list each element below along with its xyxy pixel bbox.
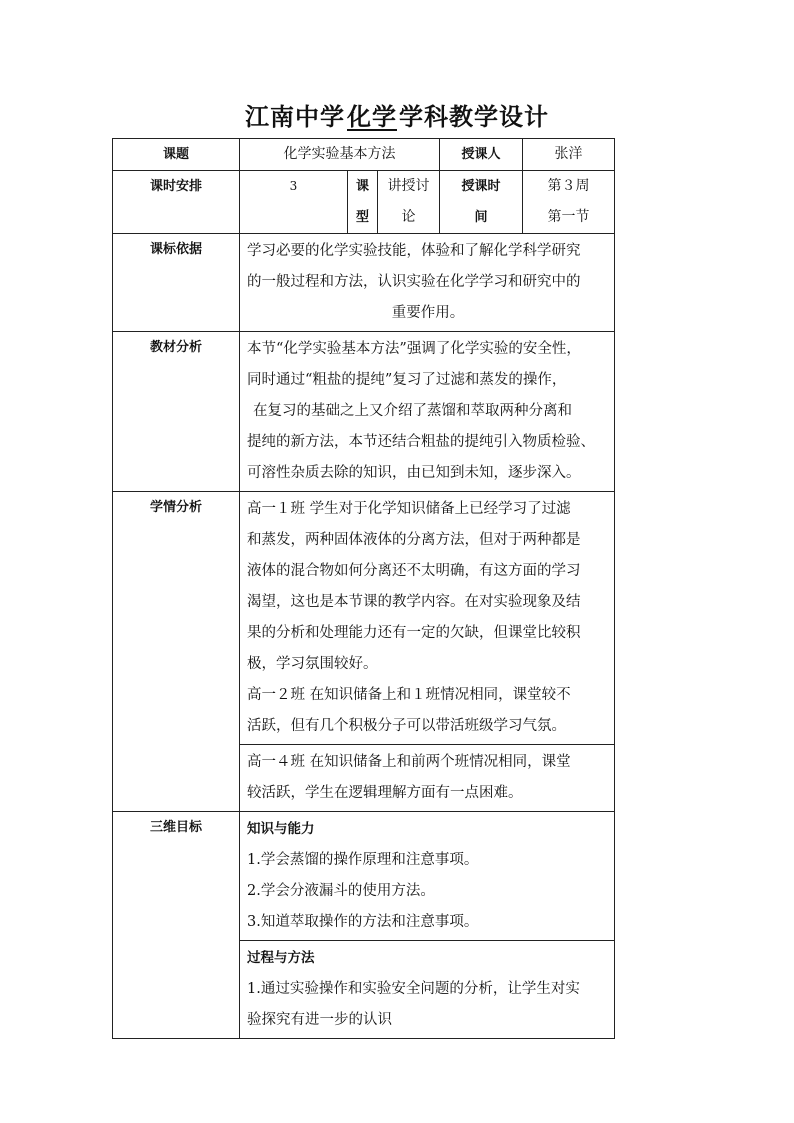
row-goals-1	[113, 812, 615, 941]
teacher-value: 张洋	[523, 139, 615, 171]
title-suffix: 学科教学设计	[399, 102, 549, 131]
standard-line-1: 学习必要的化学实验技能，体验和了解化学科学研究	[247, 243, 581, 259]
type-value-line-1: 讲授讨	[387, 178, 430, 194]
students-line-9: 高一４班 在知识储备上和前两个班情况相同，课堂	[247, 754, 571, 770]
lesson-plan-table	[112, 138, 615, 1039]
subject-name: 化学	[347, 102, 397, 131]
knowledge-heading: 知识与能力	[247, 821, 315, 837]
type-label	[348, 171, 378, 234]
knowledge-item-3: 3.知道萃取操作的方法和注意事项。	[247, 914, 479, 930]
type-label-line-1: 课	[355, 179, 369, 194]
row-schedule	[113, 171, 615, 234]
textbook-content	[240, 332, 615, 492]
textbook-line-3: 在复习的基础之上又介绍了蒸馏和萃取两种分离和	[253, 403, 572, 419]
goals-process	[240, 941, 615, 1039]
goals-knowledge	[240, 812, 615, 941]
students-line-6: 极，学习氛围较好。	[247, 656, 378, 672]
students-content-1	[240, 492, 615, 745]
students-label: 学情分析	[113, 492, 240, 812]
students-line-3: 液体的混合物如何分离还不太明确，有这方面的学习	[247, 563, 581, 579]
textbook-line-5: 可溶性杂质去除的知识，由已知到未知，逐步深入。	[247, 465, 581, 481]
time-label-line-1: 授课时	[461, 179, 501, 194]
type-value	[378, 171, 440, 234]
students-line-10: 较活跃，学生在逻辑理解方面有一点困难。	[247, 785, 523, 801]
textbook-line-2: 同时通过“粗盐的提纯”复习了过滤和蒸发的操作，	[247, 372, 567, 388]
type-value-line-2: 论	[401, 209, 416, 225]
time-label-line-2: 间	[474, 210, 488, 225]
students-line-8: 活跃，但有几个积极分子可以带活班级学习气氛。	[247, 718, 566, 734]
time-label	[440, 171, 523, 234]
students-line-5: 果的分析和处理能力还有一定的欠缺，但课堂比较积	[247, 625, 581, 641]
goals-label: 三维目标	[113, 812, 240, 1039]
time-value-line-1: 第３周	[547, 178, 590, 194]
textbook-line-4: 提纯的新方法，本节还结合粗盐的提纯引入物质检验、	[247, 434, 595, 450]
page-title	[0, 100, 794, 134]
teacher-label: 授课人	[440, 139, 523, 171]
standard-line-3: 重要作用。	[391, 305, 465, 321]
topic-label: 课题	[113, 139, 240, 171]
row-topic	[113, 139, 615, 171]
process-heading: 过程与方法	[247, 950, 315, 966]
time-value	[523, 171, 615, 234]
type-label-line-2: 型	[355, 210, 369, 225]
standard-label: 课标依据	[113, 234, 240, 332]
hours-value: 3	[240, 171, 348, 234]
row-standard	[113, 234, 615, 332]
standard-content	[240, 234, 615, 332]
students-line-2: 和蒸发，两种固体液体的分离方法，但对于两种都是	[247, 532, 581, 548]
standard-line-2: 的一般过程和方法，认识实验在化学学习和研究中的	[247, 274, 581, 290]
process-line-2: 验探究有进一步的认识	[247, 1012, 392, 1028]
students-line-4: 渴望，这也是本节课的教学内容。在对实验现象及结	[247, 594, 581, 610]
textbook-line-1: 本节“化学实验基本方法”强调了化学实验的安全性，	[247, 341, 581, 357]
textbook-label: 教材分析	[113, 332, 240, 492]
students-content-2	[240, 745, 615, 812]
topic-value: 化学实验基本方法	[240, 139, 440, 171]
knowledge-item-2: 2.学会分液漏斗的使用方法。	[247, 883, 435, 899]
hours-label: 课时安排	[113, 171, 240, 234]
row-textbook	[113, 332, 615, 492]
row-students-1	[113, 492, 615, 745]
time-value-line-2: 第一节	[547, 209, 590, 225]
students-line-1: 高一１班 学生对于化学知识储备上已经学习了过滤	[247, 501, 571, 517]
knowledge-item-1: 1.学会蒸馏的操作原理和注意事项。	[247, 852, 479, 868]
students-line-7: 高一２班 在知识储备上和１班情况相同，课堂较不	[247, 687, 571, 703]
school-name: 江南中学	[245, 102, 345, 131]
process-line-1: 1.通过实验操作和实验安全问题的分析，让学生对实	[247, 981, 580, 997]
